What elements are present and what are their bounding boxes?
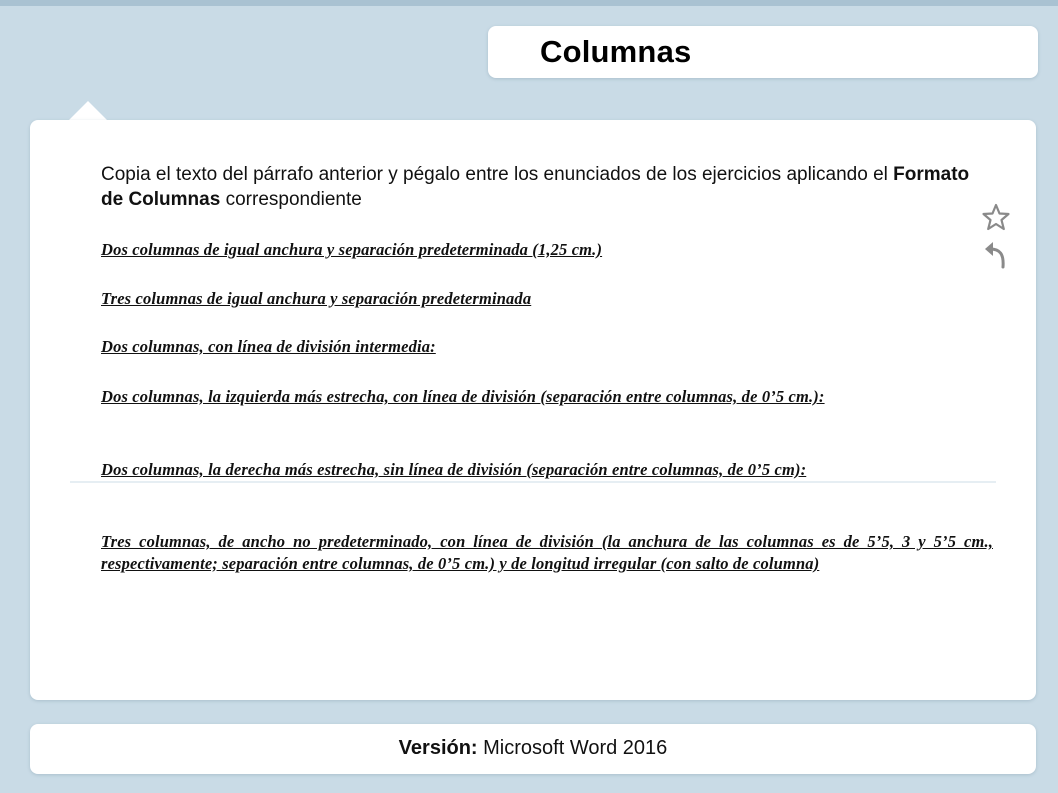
side-icons — [980, 202, 1012, 272]
exercise-6: Tres columnas, de ancho no predeterminado, con línea de división (la anchura de las columnas es de 5’5, 3 y 5’5 cm., respectivamente; separación entre columnas, de 0’5 cm.) y de longitud irregular (con salto de columna) — [101, 532, 993, 573]
exercise-2: Tres columnas de igual anchura y separación predeterminada — [101, 289, 532, 308]
back-arrow-icon[interactable] — [985, 242, 1003, 267]
top-band — [0, 0, 1058, 6]
side-icons-graphic — [980, 202, 1012, 272]
exercise-3: Dos columnas, con línea de división intermedia: — [101, 337, 436, 356]
title-panel — [488, 26, 1038, 78]
page-title: Columnas — [540, 34, 692, 69]
panel-notch — [68, 101, 108, 121]
instructions-bold: Formato de Columnas — [101, 164, 970, 210]
star-icon[interactable] — [984, 205, 1009, 229]
exercise-5: Dos columnas, la derecha más estrecha, sin línea de división (separación entre columnas, de 0’5 cm): — [101, 460, 807, 479]
instructions-end: correspondiente — [220, 189, 362, 210]
footer-panel — [30, 724, 1036, 774]
faint-divider — [70, 481, 996, 483]
version-label: Versión: — [398, 737, 478, 759]
instructions-text: Copia el texto del párrafo anterior y pégalo entre los enunciados de los ejercicios aplicando el — [101, 164, 894, 185]
instructions-paragraph — [101, 162, 981, 212]
version-info — [30, 737, 1036, 760]
exercise-4: Dos columnas, la izquierda más estrecha, con línea de división (separación entre columnas, de 0’5 cm.): — [101, 387, 825, 406]
version-value: Microsoft Word 2016 — [477, 737, 668, 759]
exercise-1: Dos columnas de igual anchura y separación predeterminada (1,25 cm.) — [101, 240, 603, 259]
